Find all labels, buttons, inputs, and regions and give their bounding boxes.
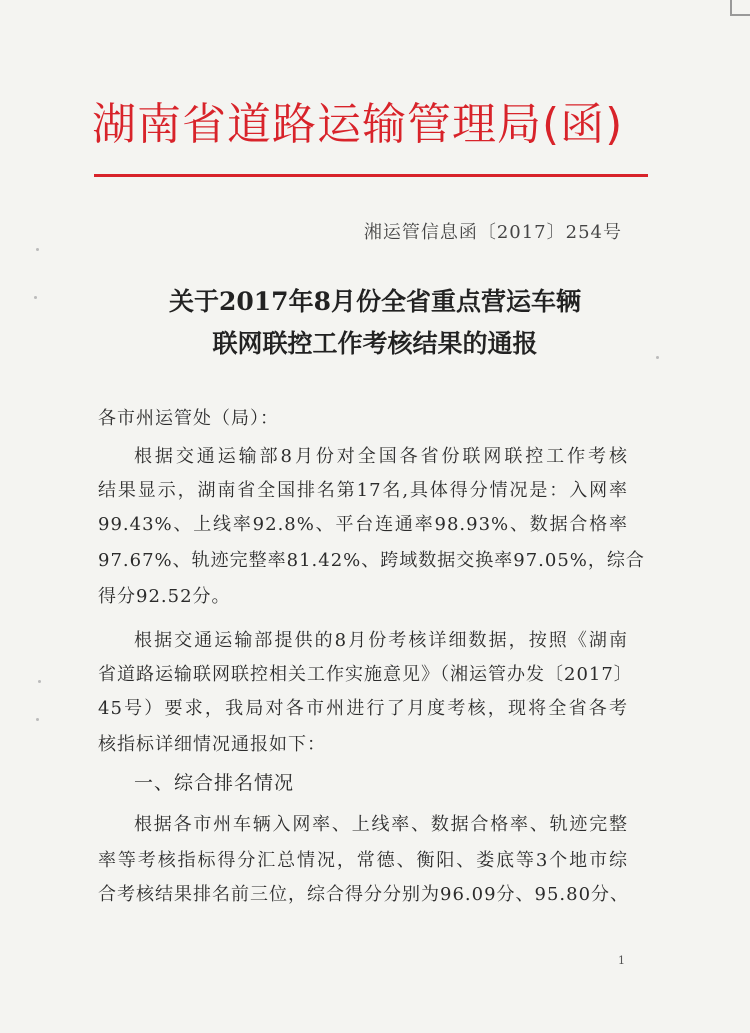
paragraph-1-line: 97.67%、轨迹完整率81.42%、跨域数据交换率97.05%，综合	[98, 550, 645, 571]
scan-speck	[36, 248, 39, 251]
paragraph-2-line: 45号）要求，我局对各市州进行了月度考核，现将全省各考	[98, 698, 628, 719]
section-heading: 一、综合排名情况	[134, 772, 295, 794]
scan-corner-mark	[730, 0, 750, 16]
document-number: 湘运管信息函〔2017〕254号	[363, 222, 622, 243]
paragraph-1-line: 得分92.52分。	[98, 586, 231, 607]
paragraph-1-line: 99.43%、上线率92.8%、平台连通率98.93%、数据合格率	[98, 514, 628, 535]
scan-speck	[38, 680, 41, 683]
org-title: 湖南省道路运输管理局(函)	[92, 99, 624, 150]
paragraph-1-line: 结果显示，湖南省全国排名第17名,具体得分情况是：入网率	[98, 480, 628, 501]
paragraph-3-line: 率等考核指标得分汇总情况，常德、衡阳、娄底等3个地市综	[98, 850, 628, 871]
red-header-divider	[94, 174, 648, 177]
paragraph-3-line: 根据各市州车辆入网率、上线率、数据合格率、轨迹完整	[134, 814, 628, 835]
paragraph-2-line: 省道路运输联网联控相关工作实施意见》（湘运管办发〔2017〕	[98, 664, 633, 685]
scan-speck	[656, 356, 659, 359]
page-number: 1	[618, 954, 625, 967]
paragraph-1-line: 根据交通运输部8月份对全国各省份联网联控工作考核	[134, 446, 628, 467]
paragraph-2-line: 核指标详细情况通报如下：	[98, 734, 326, 755]
scan-speck	[34, 296, 37, 299]
paragraph-2-line: 根据交通运输部提供的8月份考核详细数据，按照《湖南	[134, 630, 628, 651]
document-title-line-1: 关于2017年8月份全省重点营运车辆	[169, 287, 581, 316]
document-title-line-2: 联网联控工作考核结果的通报	[212, 329, 538, 358]
paragraph-3-line: 合考核结果排名前三位，综合得分分别为96.09分、95.80分、	[98, 884, 630, 905]
salutation: 各市州运管处（局）：	[98, 408, 279, 429]
scan-speck	[36, 718, 39, 721]
